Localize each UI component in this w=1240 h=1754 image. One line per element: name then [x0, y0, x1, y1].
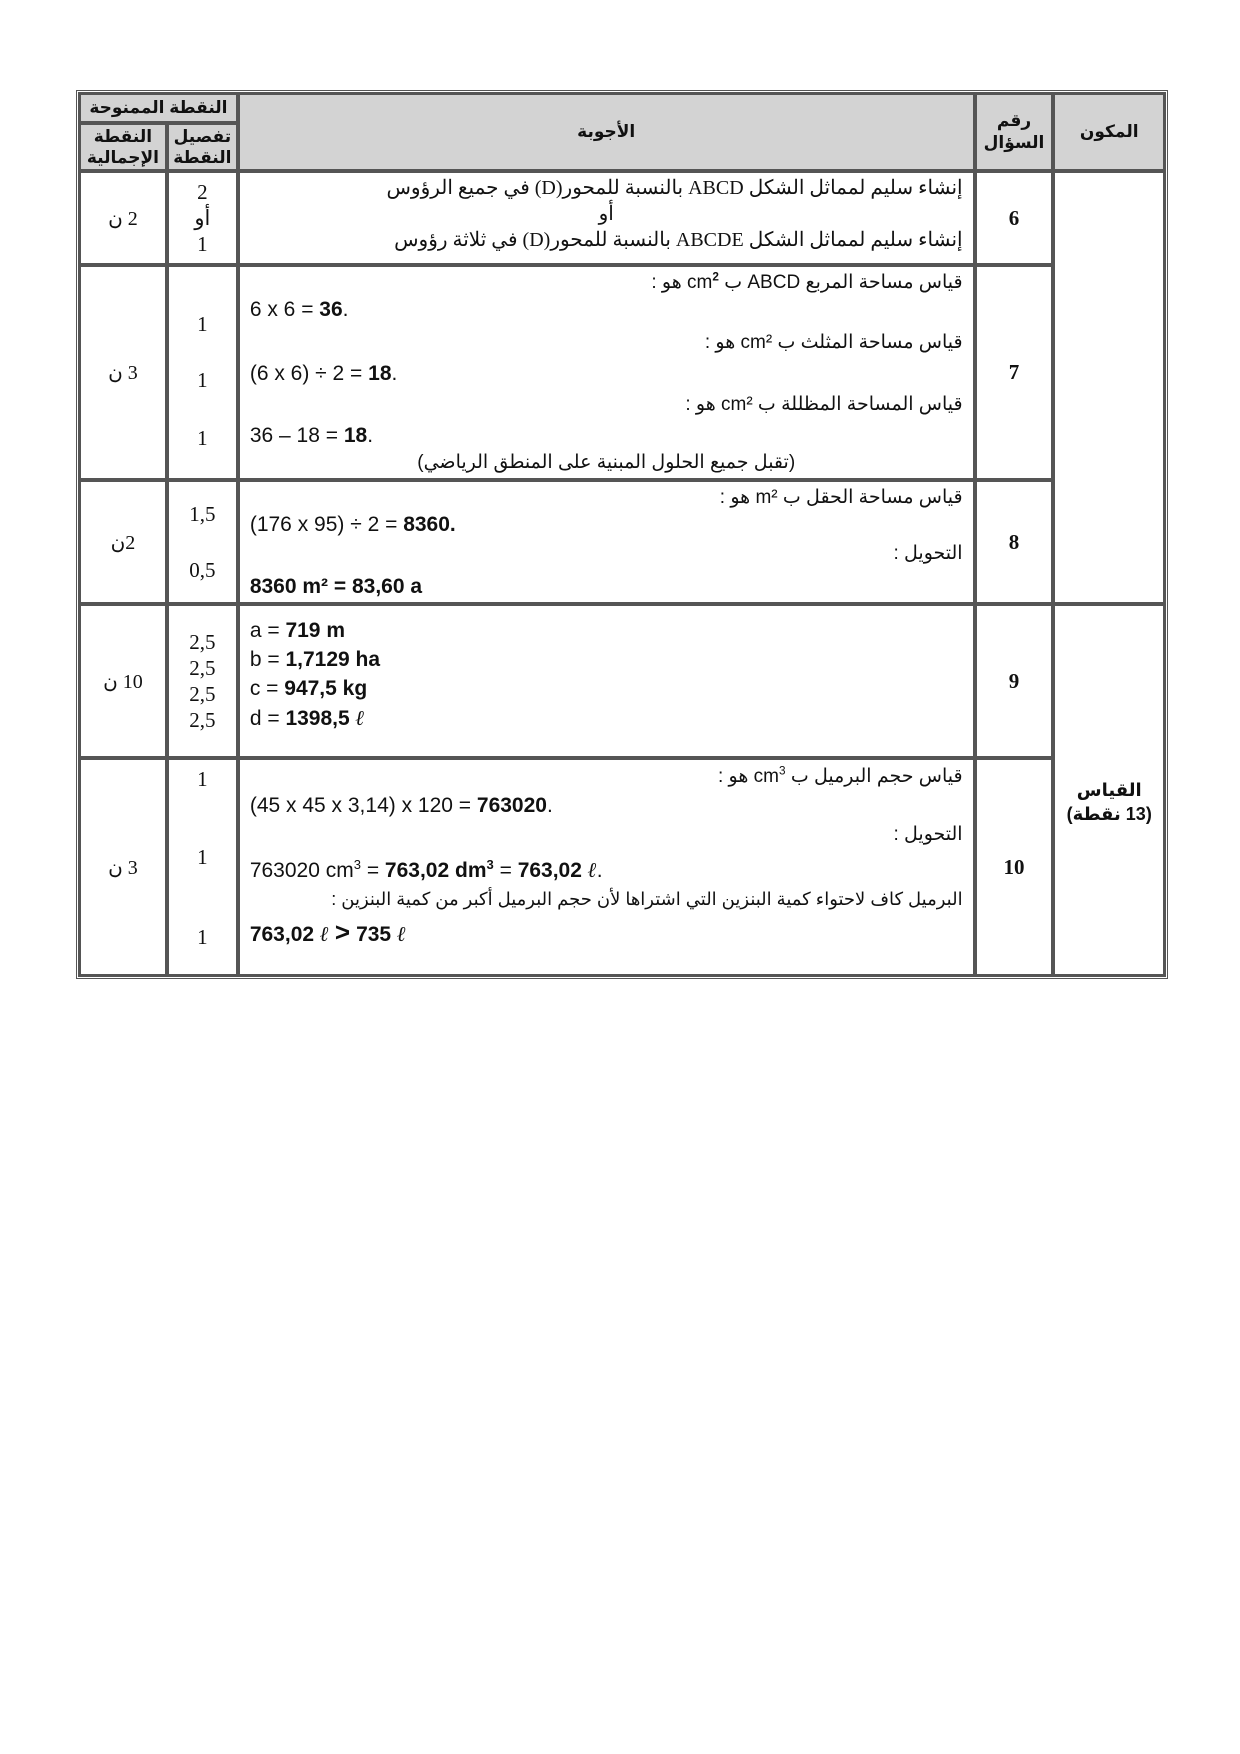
table-row	[79, 480, 1165, 604]
answer-item-d: d = 1398,5 ℓ	[249, 705, 365, 730]
question-number-6: 6	[975, 171, 1054, 265]
points-detail-q9: 2,5 2,5 2,5 2,5	[167, 604, 238, 758]
answer-q6: إنشاء سليم لمماثل الشكل ABCD بالنسبة للمحور(D) في جميع الرؤوس أو إنشاء سليم لمماثل الشكل ABCDE بالنسبة للمحور(D) في ثلاثة رؤوس	[238, 171, 975, 265]
question-number-10: 10	[975, 758, 1054, 976]
answer-q10: قياس حجم البرميل ب $cm^3$ هو : (45 x 45 x 3,14) x 120 = 763020. التحويل : 763020 $cm^3 = 763,02$ $dm^3 = 763,02$ ℓ. البرميل كاف لاحتواء كمية البنزين التي اشتراها لأن حجم البرميل أكبر من كمية البنزين : 763,02 ℓ > 735 ℓ	[238, 758, 975, 976]
table-row	[79, 758, 1165, 976]
table-row	[79, 604, 1165, 758]
total-points-q9: 10 ن	[79, 604, 167, 758]
question-number-9: 9	[975, 604, 1054, 758]
answer-key-table	[76, 90, 1168, 979]
total-points-q10: 3 ن	[79, 758, 167, 976]
table-row	[79, 265, 1165, 480]
answer-item-b: b = 1,7129 ha	[249, 648, 381, 671]
points-detail-q6: 2 أو 1	[167, 171, 238, 265]
header-points-group: النقطة الممنوحة	[79, 93, 238, 123]
points-detail-q10: 1 1 1	[167, 758, 238, 976]
answer-q8: قياس مساحة الحقل ب m² هو : (176 x 95) ÷ 2 = 8360. التحويل : 8360 m² = 83,60 a	[238, 480, 975, 604]
component-cell-measure	[1053, 604, 1165, 976]
table-row	[79, 171, 1165, 265]
points-detail-q7: 1 1 1	[167, 265, 238, 480]
component-cell-geometry	[1053, 171, 1165, 604]
answer-item-a: a = 719 m	[249, 619, 345, 642]
component-measure-title: القياس	[1076, 780, 1142, 800]
answer-item-c: c = 947,5 kg	[249, 677, 368, 700]
header-points-detail: تفصيل النقطة	[167, 123, 238, 171]
total-points-q7: 3 ن	[79, 265, 167, 480]
points-detail-q8: 1,5 0,5	[167, 480, 238, 604]
header-component: المكون	[1053, 93, 1165, 171]
component-measure-points: (13 نقطة)	[1066, 804, 1152, 824]
total-points-q6: 2 ن	[79, 171, 167, 265]
question-number-7: 7	[975, 265, 1054, 480]
answer-q9	[238, 604, 975, 758]
header-total-points: النقطة الإجمالية	[79, 123, 167, 171]
answer-q7: قياس مساحة المربع ABCD ب $cm^2$ هو : 6 x 6 = 36. قياس مساحة المثلث ب cm² هو : (6 x 6) ÷ 2 = 18. قياس المساحة المظللة ب cm² هو : 36 – 18 = 18. (تقبل جميع الحلول المبنية على المنطق الرياضي)	[238, 265, 975, 480]
header-question-number: رقم السؤال	[975, 93, 1054, 171]
question-number-8: 8	[975, 480, 1054, 604]
header-answers: الأجوبة	[238, 93, 975, 171]
total-points-q8: 2ن	[79, 480, 167, 604]
